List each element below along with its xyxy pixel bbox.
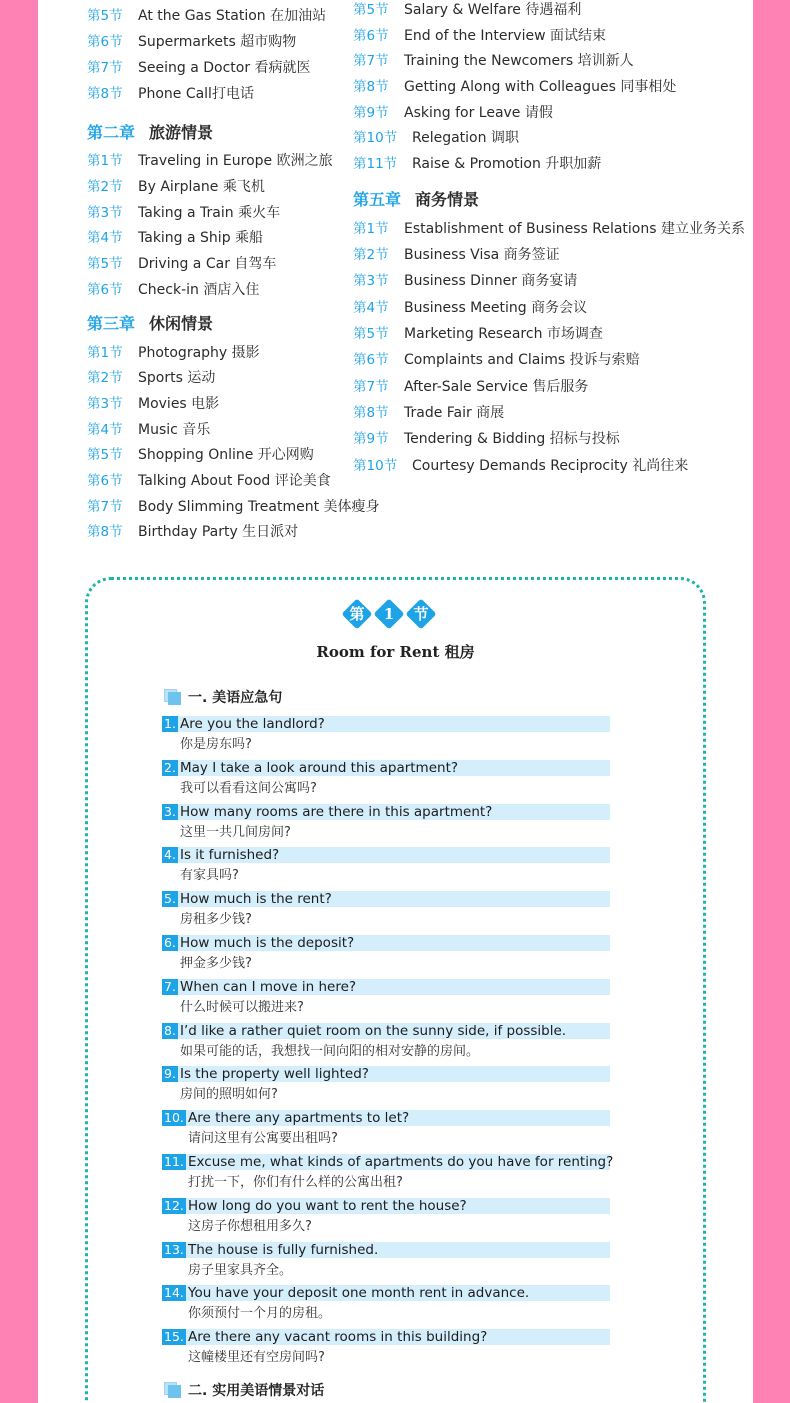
- section-title: Complaints and Claims 投诉与索赔: [404, 352, 640, 368]
- section-title: Salary & Welfare 待遇福利: [404, 2, 582, 18]
- section-title: Birthday Party 生日派对: [138, 524, 299, 540]
- lesson-title: Room for Rent 租房: [316, 643, 475, 661]
- section-number: 第1节: [353, 221, 389, 237]
- section-number: 第7节: [87, 499, 123, 515]
- phrase-chinese: 什么时候可以搬进来?: [180, 999, 304, 1015]
- section-number: 第5节: [353, 2, 389, 18]
- phrase-item: [162, 1242, 610, 1280]
- phrase-english-bar: [162, 1329, 610, 1345]
- phrase-number: 13.: [164, 1241, 184, 1257]
- section-title: At the Gas Station 在加油站: [138, 8, 327, 24]
- section-title: Seeing a Doctor 看病就医: [138, 60, 311, 76]
- lesson-badge: [340, 599, 438, 629]
- section-number: 第6节: [87, 473, 123, 489]
- phrase-item: [162, 935, 610, 973]
- phrase-chinese: 房间的照明如何?: [180, 1087, 278, 1103]
- section-title: Driving a Car 自驾车: [138, 256, 277, 272]
- phrase-number: 3.: [164, 803, 176, 819]
- section-heading: [164, 1381, 324, 1401]
- phrase-number: 7.: [164, 978, 176, 994]
- phrase-english: How much is the deposit?: [180, 935, 355, 951]
- phrase-chinese: 这里一共几间房间?: [180, 824, 291, 840]
- phrase-english-bar: [162, 1023, 610, 1039]
- section-title: After-Sale Service 售后服务: [404, 379, 589, 395]
- chapter-title: 旅游情景: [149, 123, 214, 142]
- phrase-item: [162, 1285, 610, 1323]
- phrase-chinese: 我可以看看这间公寓吗?: [180, 780, 317, 796]
- phrase-item: [162, 1329, 610, 1367]
- section-number: 第2节: [353, 247, 389, 263]
- phrase-number: 6.: [164, 935, 176, 950]
- chapter-heading: [87, 122, 213, 144]
- phrase-chinese: 有家具吗?: [180, 868, 239, 884]
- phrase-number: 5.: [164, 891, 176, 907]
- phrase-english-bar: [162, 1110, 610, 1126]
- badge-diamond: 1: [374, 599, 404, 629]
- phrase-english: May I take a look around this apartment?: [180, 759, 459, 776]
- phrase-item: [162, 847, 610, 885]
- phrase-english-bar: [162, 1198, 610, 1214]
- section-title: Music 音乐: [138, 422, 211, 438]
- phrase-english: How much is the rent?: [180, 891, 332, 908]
- section-square-icon: [164, 689, 182, 705]
- phrase-number: 12.: [164, 1197, 184, 1213]
- section-number: 第1节: [87, 153, 123, 169]
- section-number: 第5节: [87, 447, 123, 463]
- phrase-item: [162, 804, 610, 842]
- section-number: 第9节: [353, 105, 389, 121]
- section-title: Relegation 调职: [412, 130, 519, 146]
- section-title: Check-in 酒店入住: [138, 282, 260, 298]
- phrase-english: Are there any vacant rooms in this building?: [188, 1329, 488, 1346]
- section-number: 第8节: [353, 79, 389, 95]
- phrase-chinese: 押金多少钱?: [180, 956, 252, 971]
- section-number: 第3节: [87, 396, 123, 412]
- section-number: 第10节: [353, 130, 398, 146]
- phrase-number: 1.: [164, 716, 176, 731]
- chapter-number: 第三章: [87, 314, 136, 333]
- section-title: Marketing Research 市场调查: [404, 326, 603, 342]
- section-number: 第6节: [353, 352, 389, 368]
- phrase-english: I’d like a rather quiet room on the sunny side, if possible.: [180, 1022, 567, 1039]
- chapter-number: 第二章: [87, 123, 136, 142]
- phrase-english: How long do you want to rent the house?: [188, 1197, 467, 1214]
- phrase-chinese: 房租多少钱?: [180, 912, 252, 928]
- section-number: 第2节: [87, 370, 123, 386]
- section-title: Business Visa 商务签证: [404, 247, 560, 263]
- phrase-item: [162, 1154, 614, 1192]
- badge-diamond: 节: [406, 599, 436, 629]
- phrase-english: Is it furnished?: [180, 847, 280, 864]
- phrase-english-bar: [162, 1242, 610, 1258]
- phrase-number: 9.: [164, 1066, 176, 1082]
- section-title: End of the Interview 面试结束: [404, 28, 606, 44]
- section-number: 第3节: [353, 273, 389, 289]
- section-title: Training the Newcomers 培训新人: [404, 53, 634, 69]
- section-title: Tendering & Bidding 招标与投标: [404, 431, 620, 447]
- section-heading-text: 二. 实用美语情景对话: [188, 1383, 325, 1399]
- phrase-chinese: 如果可能的话，我想找一间向阳的相对安静的房间。: [180, 1043, 480, 1059]
- phrase-number: 10.: [164, 1110, 184, 1126]
- section-title: Raise & Promotion 升职加薪: [412, 156, 602, 172]
- section-number: 第3节: [87, 205, 123, 221]
- section-square-icon: [164, 1382, 182, 1398]
- phrase-chinese: 你须预付一个月的房租。: [188, 1306, 332, 1322]
- section-number: 第8节: [87, 86, 123, 102]
- phrase-english-bar: [162, 979, 610, 995]
- phrase-english-bar: [162, 847, 610, 863]
- section-title: Phone Call打电话: [138, 86, 254, 102]
- chapter-title: 休闲情景: [149, 314, 214, 333]
- section-number: 第4节: [87, 230, 123, 246]
- section-number: 第7节: [353, 379, 389, 395]
- phrase-english: Is the property well lighted?: [180, 1066, 369, 1083]
- phrase-number: 14.: [164, 1285, 184, 1301]
- section-heading: [164, 688, 282, 708]
- section-number: 第10节: [353, 458, 398, 474]
- section-number: 第8节: [353, 405, 389, 421]
- section-title: Body Slimming Treatment 美体瘦身: [138, 499, 380, 515]
- section-title: Asking for Leave 请假: [404, 105, 553, 121]
- section-number: 第2节: [87, 179, 123, 195]
- section-title: Talking About Food 评论美食: [138, 473, 331, 489]
- section-heading-text: 一. 美语应急句: [188, 690, 283, 706]
- section-title: Movies 电影: [138, 396, 220, 412]
- section-title: Trade Fair 商展: [404, 405, 505, 421]
- section-number: 第5节: [87, 256, 123, 272]
- section-title: Sports 运动: [138, 370, 216, 386]
- section-number: 第6节: [87, 282, 123, 298]
- phrase-english-bar: [162, 1066, 610, 1082]
- section-title: By Airplane 乘飞机: [138, 179, 265, 195]
- phrase-english: When can I move in here?: [180, 978, 357, 995]
- phrase-chinese: 这幢楼里还有空房间吗?: [188, 1350, 325, 1366]
- phrase-english-bar: [162, 1154, 614, 1170]
- phrase-item: [162, 891, 610, 929]
- phrase-number: 4.: [164, 847, 176, 863]
- section-number: 第6节: [87, 34, 123, 50]
- section-title: Courtesy Demands Reciprocity 礼尚往来: [412, 458, 689, 474]
- chapter-title: 商务情景: [415, 190, 480, 209]
- phrase-english-bar: [162, 804, 610, 820]
- badge-diamond: 第: [342, 599, 372, 629]
- section-number: 第9节: [353, 431, 389, 447]
- page: [38, 0, 753, 1403]
- section-number: 第8节: [87, 524, 123, 540]
- phrase-english-bar: [162, 716, 610, 732]
- section-number: 第1节: [87, 345, 123, 361]
- phrase-english: Are you the landlord?: [180, 716, 325, 732]
- phrase-chinese: 这房子你想租用多久?: [188, 1218, 312, 1234]
- phrase-item: [162, 1198, 610, 1236]
- phrase-chinese: 你是房东吗?: [180, 737, 252, 752]
- section-title: Establishment of Business Relations 建立业务关系: [404, 221, 745, 237]
- section-title: Getting Along with Colleagues 同事相处: [404, 79, 677, 95]
- section-number: 第6节: [353, 28, 389, 44]
- section-number: 第11节: [353, 156, 398, 172]
- section-number: 第7节: [353, 53, 389, 69]
- phrase-number: 11.: [164, 1154, 184, 1169]
- phrase-item: [162, 760, 610, 798]
- section-title: Supermarkets 超市购物: [138, 34, 297, 50]
- phrase-english-bar: [162, 760, 610, 776]
- phrase-chinese: 请问这里有公寓要出租吗?: [188, 1131, 338, 1147]
- phrase-item: [162, 979, 610, 1017]
- phrase-item: [162, 1110, 610, 1148]
- phrase-number: 8.: [164, 1022, 176, 1038]
- section-title: Shopping Online 开心网购: [138, 447, 314, 463]
- section-number: 第4节: [353, 300, 389, 316]
- section-title: Photography 摄影: [138, 345, 260, 361]
- phrase-chinese: 打扰一下，你们有什么样的公寓出租?: [188, 1175, 403, 1190]
- section-title: Business Dinner 商务宴请: [404, 273, 578, 289]
- phrase-english: The house is fully furnished.: [188, 1241, 379, 1258]
- phrase-english: You have your deposit one month rent in advance.: [188, 1285, 530, 1302]
- section-number: 第4节: [87, 422, 123, 438]
- chapter-number: 第五章: [353, 190, 402, 209]
- section-number: 第5节: [87, 8, 123, 24]
- section-number: 第7节: [87, 60, 123, 76]
- phrase-english-bar: [162, 1285, 610, 1301]
- chapter-heading: [353, 189, 479, 211]
- phrase-item: [162, 1023, 610, 1061]
- phrase-english: Are there any apartments to let?: [188, 1110, 410, 1127]
- phrase-item: [162, 1066, 610, 1104]
- section-title: Taking a Ship 乘船: [138, 230, 264, 246]
- phrase-item: [162, 716, 610, 754]
- section-title: Traveling in Europe 欧洲之旅: [138, 153, 333, 169]
- section-number: 第5节: [353, 326, 389, 342]
- phrase-number: 15.: [164, 1329, 184, 1345]
- section-title: Business Meeting 商务会议: [404, 300, 588, 316]
- phrase-english: Excuse me, what kinds of apartments do you have for renting?: [188, 1154, 614, 1170]
- phrase-chinese: 房子里家具齐全。: [188, 1262, 293, 1278]
- phrase-english-bar: [162, 891, 610, 907]
- chapter-heading: [87, 313, 213, 335]
- phrase-english: How many rooms are there in this apartment?: [180, 803, 493, 820]
- phrase-number: 2.: [164, 759, 176, 775]
- section-title: Taking a Train 乘火车: [138, 205, 281, 221]
- phrase-english-bar: [162, 935, 610, 951]
